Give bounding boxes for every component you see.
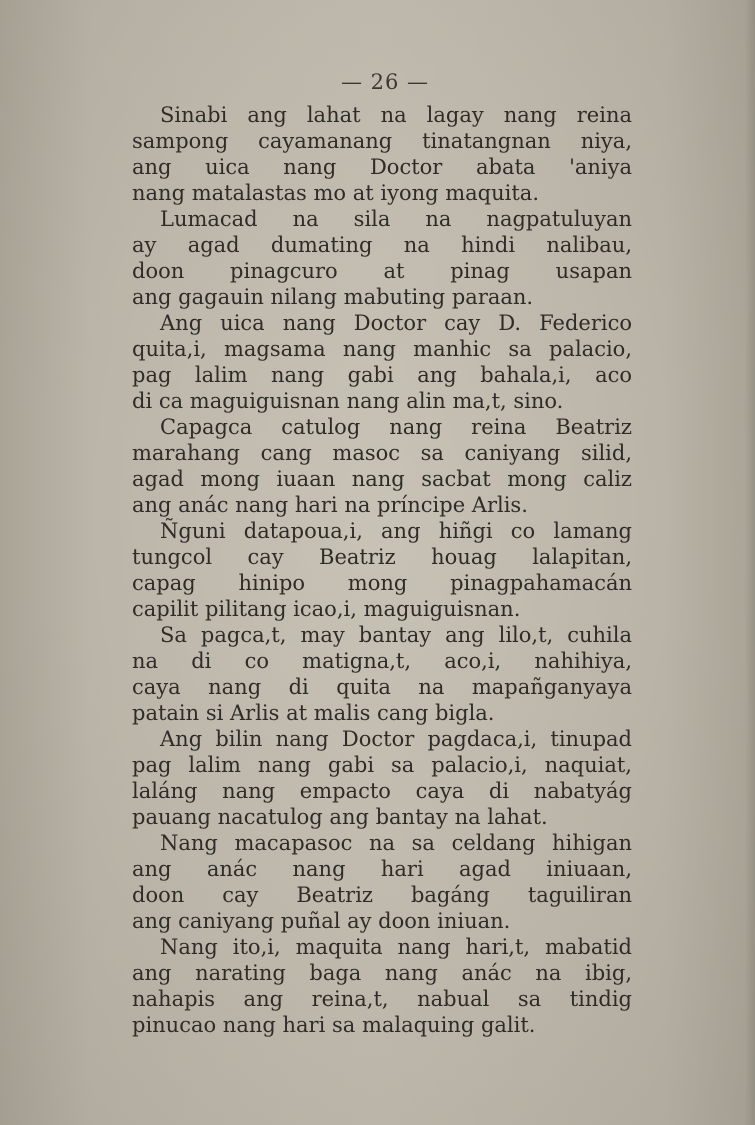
- verse-line: Capagca catulog nang reina Beatriz: [160, 415, 632, 439]
- verse-line: Ang bilin nang Doctor pagdaca,i, tinupad: [160, 727, 632, 751]
- verse-line: Ñguni datapoua,i, ang hiñgi co lamang: [160, 519, 632, 543]
- verse-line: Sinabi ang lahat na lagay nang reina: [160, 103, 632, 127]
- verse-line: marahang cang masoc sa caniyang silid,: [132, 441, 632, 465]
- verse-line: pauang nacatulog ang bantay na lahat.: [132, 805, 548, 829]
- verse-line: doon cay Beatriz bagáng taguiliran: [132, 883, 632, 907]
- page-number: — 26 —: [340, 70, 430, 94]
- verse-line: Sa pagca,t, may bantay ang lilo,t, cuhila: [160, 623, 632, 647]
- verse-line: ang anác nang hari na príncipe Arlis.: [132, 493, 528, 517]
- verse-line: tungcol cay Beatriz houag lalapitan,: [132, 545, 632, 569]
- verse-line: sampong cayamanang tinatangnan niya,: [132, 129, 632, 153]
- verse-line: nahapis ang reina,t, nabual sa tindig: [132, 987, 632, 1011]
- verse-line: doon pinagcuro at pinag usapan: [132, 259, 632, 283]
- verse-line: capilit pilitang icao,i, maguiguisnan.: [132, 597, 521, 621]
- verse-line: ang caniyang puñal ay doon iniuan.: [132, 909, 511, 933]
- stanza: [132, 206, 632, 310]
- verse-line: di ca maguiguisnan nang alin ma,t, sino.: [132, 389, 564, 413]
- verse-line: laláng nang empacto caya di nabatyág: [132, 779, 632, 803]
- verse-line: ay agad dumating na hindi nalibau,: [132, 233, 632, 257]
- verse-line: agad mong iuaan nang sacbat mong caliz: [132, 467, 632, 491]
- verse-line: Nang ito,i, maquita nang hari,t, mabatid: [160, 935, 632, 959]
- verse-line: capag hinipo mong pinagpahamacán: [132, 571, 632, 595]
- verse-line: pag lalim nang gabi sa palacio,i, naquiat,: [132, 753, 632, 777]
- stanza: [132, 830, 632, 934]
- stanza: [132, 414, 632, 518]
- stanza: [132, 310, 632, 414]
- verse-line: Lumacad na sila na nagpatuluyan: [160, 207, 632, 231]
- stanza: [132, 102, 632, 206]
- verse-line: pinucao nang hari sa malaquing galit.: [132, 1013, 536, 1037]
- stanza: [132, 726, 632, 830]
- poem-text: [132, 102, 632, 1038]
- verse-line: caya nang di quita na mapañganyaya: [132, 675, 632, 699]
- stanza: [132, 622, 632, 726]
- verse-line: na di co matigna,t, aco,i, nahihiya,: [132, 649, 632, 673]
- stanza: [132, 518, 632, 622]
- verse-line: ang gagauin nilang mabuting paraan.: [132, 285, 534, 309]
- verse-line: quita,i, magsama nang manhic sa palacio,: [132, 337, 632, 361]
- verse-line: ang anác nang hari agad iniuaan,: [132, 857, 632, 881]
- verse-line: ang narating baga nang anác na ibig,: [132, 961, 632, 985]
- verse-line: patain si Arlis at malis cang bigla.: [132, 701, 495, 725]
- verse-line: pag lalim nang gabi ang bahala,i, aco: [132, 363, 632, 387]
- verse-line: nang matalastas mo at iyong maquita.: [132, 181, 539, 205]
- verse-line: ang uica nang Doctor abata 'aniya: [132, 155, 632, 179]
- verse-line: Ang uica nang Doctor cay D. Federico: [160, 311, 632, 335]
- verse-line: Nang macapasoc na sa celdang hihigan: [160, 831, 632, 855]
- stanza: [132, 934, 632, 1038]
